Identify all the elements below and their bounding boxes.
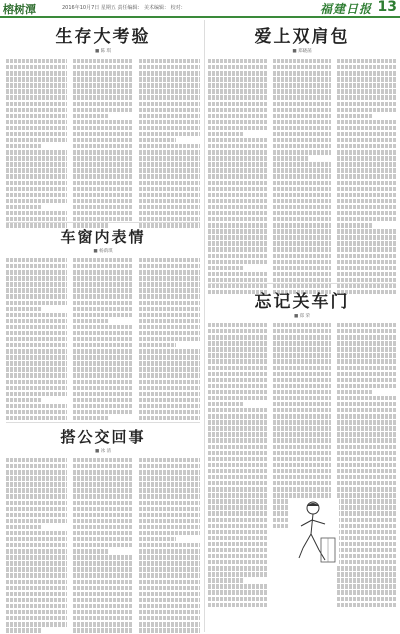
article-byline: ■ 郑 荣	[293, 314, 311, 319]
article-title: 搭公交回事	[60, 428, 146, 446]
article-3	[6, 226, 200, 422]
article-title: 生存大考验	[55, 27, 151, 47]
article-body	[6, 458, 200, 634]
section-divider	[6, 422, 200, 423]
paper-name: 福建日报	[319, 2, 372, 16]
illustration-person-image	[289, 498, 339, 566]
page-header	[0, 0, 400, 18]
issue-meta: 2016年10月7日 星期五 责任编辑： 美术编辑： 校对：	[62, 5, 186, 11]
article-byline: ■ 郑晓菡	[292, 49, 312, 54]
article-1	[6, 22, 200, 229]
article-title: 车窗内表情	[60, 228, 146, 246]
article-title: 爱上双肩包	[254, 27, 350, 47]
column-divider	[204, 20, 205, 632]
page-number: 13	[377, 0, 397, 15]
article-byline: ■ 陈 琪	[94, 49, 112, 54]
article-byline: ■ 冰 清	[94, 449, 112, 454]
article-2	[208, 22, 396, 296]
section-name: 榕树潭	[3, 3, 36, 16]
article-byline: ■ 杨荫琪	[93, 249, 113, 254]
article-body	[208, 59, 396, 296]
article-body	[6, 59, 200, 229]
article-5	[6, 426, 200, 634]
article-title: 忘记关车门	[254, 292, 350, 312]
article-body	[6, 258, 200, 422]
